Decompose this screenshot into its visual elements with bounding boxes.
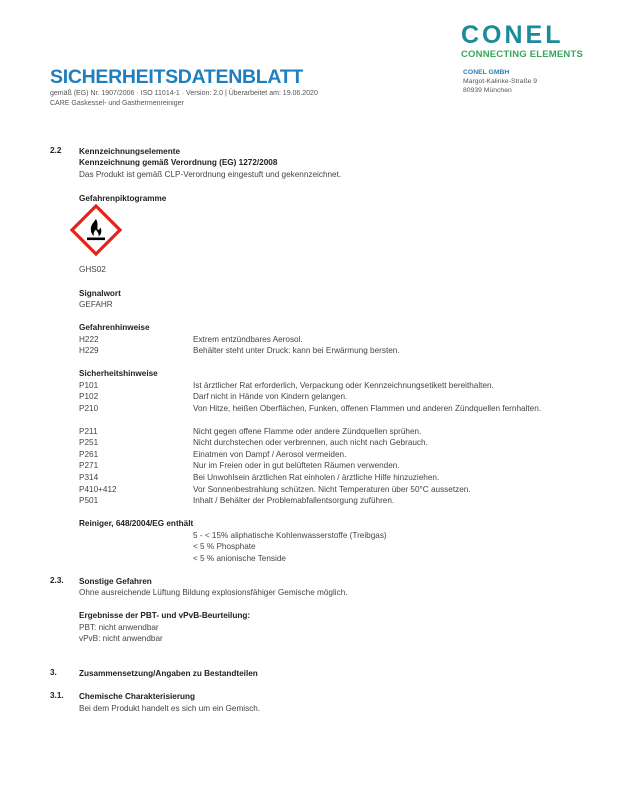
document-title: SICHERHEITSDATENBLATT — [50, 66, 303, 88]
precaution-text: Darf nicht in Hände von Kindern gelangen. — [193, 392, 348, 401]
cleaner-item: < 5 % Phosphate — [193, 542, 256, 551]
precaution-text: Von Hitze, heißen Oberflächen, Funken, offenen Flammen und anderen Zündquellen fernhalten. — [193, 404, 542, 413]
flame-icon — [70, 204, 122, 256]
precaution-code: P271 — [79, 461, 99, 470]
precaution-text: Nur im Freien oder in gut belüfteten Räumen verwenden. — [193, 461, 400, 470]
precaution-code: P211 — [79, 427, 98, 436]
precaution-code: P251 — [79, 438, 99, 447]
precaution-text: Ist ärztlicher Rat erforderlich, Verpackung oder Kennzeichnungsetikett bereithalten. — [193, 381, 494, 390]
precaution-text: Vor Sonnenbestrahlung schützen. Nicht Temperaturen über 50°C aussetzen. — [193, 485, 471, 494]
section-number: 3. — [50, 668, 57, 677]
precaution-code: P261 — [79, 450, 99, 459]
document-meta-product: CARE Gaskessel- und Gasthermenreiniger — [50, 100, 184, 107]
pictogram-code: GHS02 — [79, 265, 106, 274]
precaution-text: Nicht gegen offene Flamme oder andere Zündquellen sprühen. — [193, 427, 422, 436]
pbt-heading: Ergebnisse der PBT- und vPvB-Beurteilung: — [79, 611, 251, 620]
section-heading: Sonstige Gefahren — [79, 577, 152, 586]
section-text: Bei dem Produkt handelt es sich um ein Gemisch. — [79, 704, 261, 713]
section-text: Das Produkt ist gemäß CLP-Verordnung eingestuft und gekennzeichnet. — [79, 170, 342, 179]
cleaner-item: < 5 % anionische Tenside — [193, 554, 286, 563]
precaution-code: P410+412 — [79, 485, 117, 494]
precaution-code: P210 — [79, 404, 99, 413]
section-number: 3.1. — [50, 691, 64, 700]
document-meta — [50, 89, 318, 109]
signal-heading: Signalwort — [79, 289, 121, 298]
section-text: Ohne ausreichende Lüftung Bildung explosionsfähiger Gemische möglich. — [79, 588, 348, 597]
signal-word: GEFAHR — [79, 300, 113, 309]
brand-logo — [461, 22, 583, 60]
company-address — [463, 68, 537, 95]
cleaner-heading: Reiniger, 648/2004/EG enthält — [79, 519, 194, 528]
precaution-code: P102 — [79, 392, 99, 401]
company-street: Margot-Kalinke-Straße 9 — [463, 78, 538, 85]
precaution-text: Bei Unwohlsein ärztlichen Rat einholen / ärztliche Hilfe hinzuziehen. — [193, 473, 440, 482]
hazard-code: H222 — [79, 335, 99, 344]
section-number: 2.3. — [50, 576, 64, 585]
cleaner-item: 5 - < 15% aliphatische Kohlenwasserstoffe (Treibgas) — [193, 531, 387, 540]
hazard-text: Extrem entzündbares Aerosol. — [193, 335, 303, 344]
precaution-text: Einatmen von Dampf / Aerosol vermeiden. — [193, 450, 347, 459]
hazard-code: H229 — [79, 346, 99, 355]
hazard-heading: Gefahrenhinweise — [79, 323, 150, 332]
section-subheading: Kennzeichnung gemäß Verordnung (EG) 1272/2008 — [79, 158, 278, 167]
section-number: 2.2 — [50, 146, 62, 155]
precaution-heading: Sicherheitshinweise — [79, 369, 158, 378]
hazard-text: Behälter steht unter Druck: kann bei Erwärmung bersten. — [193, 346, 400, 355]
section-heading: Kennzeichnungselemente — [79, 147, 181, 156]
precaution-code: P101 — [79, 381, 99, 390]
pbt-result: PBT: nicht anwendbar — [79, 623, 159, 632]
precaution-text: Nicht durchstechen oder verbrennen, auch nicht nach Gebrauch. — [193, 438, 428, 447]
logo-tagline: CONNECTING ELEMENTS — [461, 49, 584, 60]
section-heading: Zusammensetzung/Angaben zu Bestandteilen — [79, 669, 258, 678]
section-heading: Chemische Charakterisierung — [79, 692, 196, 701]
document-meta-regulation: gemäß (EG) Nr. 1907/2006 · ISO 11014-1 · Version: 2.0 | Überarbeitet am: 19.06.2020 — [50, 90, 318, 97]
precaution-code: P314 — [79, 473, 99, 482]
pictogram-heading: Gefahrenpiktogramme — [79, 194, 167, 203]
precaution-code: P501 — [79, 496, 99, 505]
company-city: 80939 München — [463, 87, 512, 94]
vpvb-result: vPvB: nicht anwendbar — [79, 634, 163, 643]
logo-wordmark: CONEL — [461, 21, 564, 49]
precaution-text: Inhalt / Behälter der Problemabfallentsorgung zuführen. — [193, 496, 395, 505]
company-name: CONEL GMBH — [463, 69, 510, 76]
